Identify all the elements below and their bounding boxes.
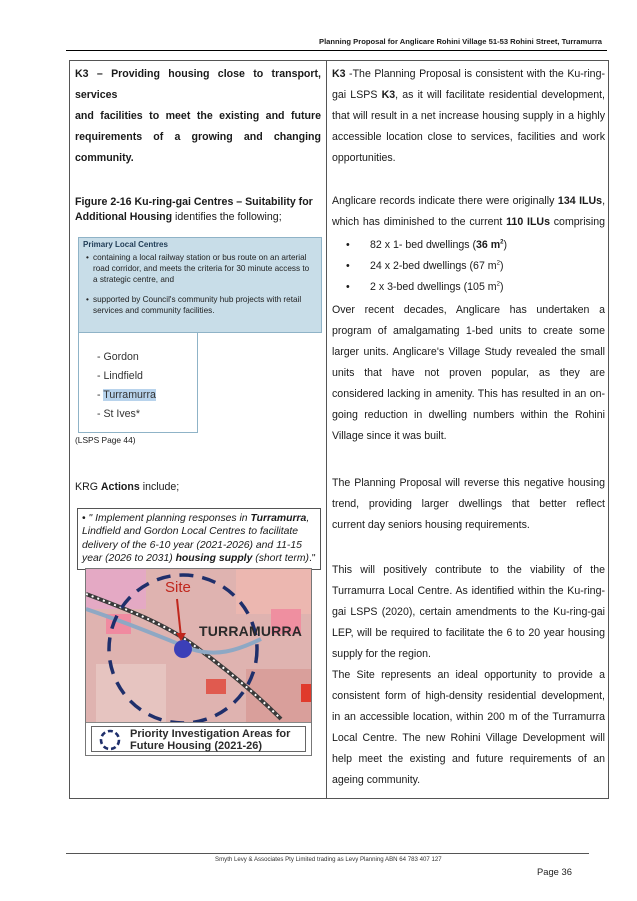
p5-line-6: The Site represents an ideal opportunity to provide a	[332, 669, 605, 681]
p1-line-4: accessible location close to services, facilities and work	[332, 131, 605, 143]
map-legend	[86, 722, 311, 755]
centre-st-ives: - St Ives*	[97, 408, 140, 420]
figure-caption-line-2	[75, 210, 321, 225]
centre-turramurra-highlight: Turramurra	[103, 389, 156, 401]
quote-part-5: (short term)	[252, 553, 309, 565]
header-title: Planning Proposal for Anglicare Rohini Village 51-53 Rohini Street, Turramurra	[319, 37, 602, 46]
p1-line-3: that will result in a net increase housing supply in a highly	[332, 110, 605, 122]
p4-line-1: The Planning Proposal will reverse this negative housing	[332, 477, 605, 489]
map-block	[206, 679, 226, 694]
actions-intro-post: include;	[139, 481, 180, 493]
k3-heading-line-2: and facilities to meet the existing and future	[75, 110, 321, 122]
p3-line-1: Over recent decades, Anglicare has undertaken a	[332, 304, 605, 316]
figure-caption-line-1: Figure 2-16 Ku-ring-gai Centres – Suitability for	[75, 196, 313, 208]
dwelling-item-1	[332, 235, 605, 256]
p5-line-8: in an accessible location, within 200 m of the Turramurra	[332, 711, 605, 723]
p3-line-2: program of amalgamating 1-bed units to create some	[332, 325, 605, 337]
map-legend-line-2: Future Housing (2021-26)	[130, 740, 263, 752]
amalgamation-paragraph	[332, 300, 605, 447]
viability-paragraph	[332, 560, 605, 791]
p5-line-9: Local Centre. The new Rohini Village Development will	[332, 732, 605, 744]
actions-intro-bold: Actions	[100, 481, 140, 493]
figure-caption-rest: identifies the following;	[172, 211, 282, 223]
p2-line-1a: Anglicare records indicate there were originally	[332, 195, 558, 207]
map-block	[236, 569, 312, 614]
p2-line-1	[332, 191, 605, 212]
centre-turramurra-dash: -	[97, 389, 104, 401]
page-number: Page 36	[537, 866, 572, 877]
dwellings-list	[332, 235, 605, 298]
p3-line-3: larger units. Anglicare's Village Study revealed the small	[332, 346, 605, 358]
dwelling-2-sup: 2	[496, 260, 500, 267]
plc-title: Primary Local Centres	[83, 240, 168, 249]
p3-line-7: Village since it was built.	[332, 430, 447, 442]
p1-line-5: opportunities.	[332, 152, 396, 164]
figure-source: (LSPS Page 44)	[75, 435, 136, 445]
p3-line-6: going reduction in dwelling numbers within the Rohini	[332, 409, 605, 421]
p5-line-10: help meet the existing and future requirements of an	[332, 753, 605, 765]
p4-line-2: trend, providing larger dwellings that better reflect	[332, 498, 605, 510]
p1-line-2c: , as it will facilitate residential development,	[395, 89, 605, 101]
dwelling-item-3	[332, 277, 605, 298]
p2-line-2a: which has diminished to the current	[332, 216, 507, 228]
p1-line-1	[332, 64, 605, 85]
footer-rule	[66, 853, 589, 854]
dwelling-2-post: )	[499, 260, 504, 272]
centres-list-box	[78, 333, 198, 433]
dwelling-2-pre: 24 x 2-bed dwellings (67 m	[370, 260, 497, 272]
p1-line-2	[332, 85, 605, 106]
quote-part-3: , Lindfield and Gordon Local Centres to facilitate delivery of the 6-10 year (2021-2026) and 11-15 year (2026 to 2031)	[82, 513, 310, 565]
dwelling-1-pre: 82 x 1- bed dwellings (	[370, 239, 476, 251]
quote-bullet: •	[82, 513, 86, 524]
map-legend-box	[91, 726, 306, 752]
map-legend-line-1: Priority Investigation Areas for	[130, 728, 291, 740]
dwelling-bullet: •	[346, 281, 350, 293]
centre-turramurra	[97, 389, 156, 401]
actions-quote-box	[77, 508, 321, 570]
p1-line-2a: gai LSPS	[332, 89, 382, 101]
map-graphic	[86, 569, 312, 724]
dwelling-1-sup: 2	[500, 239, 504, 246]
quote-end: ."	[308, 553, 316, 565]
p4-line-3: current day seniors housing requirements.	[332, 519, 530, 531]
figure-caption	[75, 195, 321, 225]
map-block	[301, 684, 312, 702]
dwelling-bullet: •	[346, 239, 350, 251]
map-site-label: Site	[165, 579, 191, 596]
dwelling-item-2	[332, 256, 605, 277]
p5-line-2: Turramurra Local Centre. As identified within the Ku-ring-	[332, 585, 605, 597]
map-block	[96, 664, 166, 724]
dashed-circle-legend-icon	[97, 728, 123, 752]
dwelling-3-post: )	[499, 281, 504, 293]
quote-housing-supply: housing supply	[175, 553, 253, 565]
figure-caption-bold: Additional Housing	[75, 211, 173, 223]
p2-line-2c: comprising	[549, 216, 605, 228]
column-divider	[326, 61, 327, 798]
plc-item-2: • supported by Council's community hub projects with retail services and community facilities.	[93, 294, 315, 316]
p5-line-11: ageing community.	[332, 774, 421, 786]
quote-turramurra: Turramurra	[250, 513, 307, 524]
priority-areas-map	[85, 568, 312, 756]
centre-lindfield: - Lindfield	[97, 370, 143, 382]
dwelling-1-post: )	[503, 239, 508, 251]
footer-text: Smyth Levy & Associates Pty Limited trading as Levy Planning ABN 64 783 407 127	[215, 856, 442, 863]
p5-line-3: gai LSPS (2020), certain amendments to the Ku-ring-gai	[332, 606, 605, 618]
p5-line-4: LEP, will be required to facilitate the 6 to 20 year housing	[332, 627, 605, 639]
p3-line-4: units that have not proven popular, as they are	[332, 367, 605, 379]
centre-gordon: - Gordon	[97, 351, 139, 363]
dwelling-3-pre: 2 x 3-bed dwellings (105 m	[370, 281, 497, 293]
k3-consistency-paragraph	[332, 64, 605, 169]
ilu-paragraph	[332, 191, 605, 233]
actions-intro	[75, 481, 321, 493]
quote-part-1: " Implement planning responses in	[85, 513, 251, 524]
dwelling-bullet: •	[346, 260, 350, 272]
plc-item-1: • containing a local railway station or bus route on an arterial road corridor, and meets the criteria for 30 minute access to a strategic centre, and	[93, 252, 315, 285]
dwelling-1-bold: 36 m	[476, 239, 501, 251]
k3-heading-line-4: community.	[75, 152, 134, 164]
p2-line-2	[332, 212, 605, 233]
p5-line-1: This will positively contribute to the viability of the	[332, 564, 605, 576]
p2-110-ilus: 110 ILUs	[506, 216, 550, 228]
p1-line-2-k3: K3	[381, 89, 396, 101]
k3-heading-line-1: K3 – Providing housing close to transport, services	[75, 68, 321, 101]
actions-intro-pre: KRG	[75, 481, 101, 493]
p3-line-5: considered lacking in amenity. This has resulted in an on-	[332, 388, 605, 400]
dwelling-3-sup: 2	[496, 281, 500, 288]
reverse-trend-paragraph	[332, 473, 605, 536]
p5-line-7: consistent form of high-density residential development,	[332, 690, 605, 702]
p1-line-1-text: -The Planning Proposal is consistent with the Ku-ring-	[345, 68, 605, 80]
doc-table	[69, 60, 609, 799]
k3-heading	[75, 64, 321, 169]
p2-line-1c: ,	[602, 195, 606, 207]
p2-134-ilus: 134 ILUs	[557, 195, 603, 207]
map-town-label: TURRAMURRA	[199, 623, 303, 639]
header-rule	[66, 50, 607, 51]
primary-local-centres-box	[78, 237, 322, 333]
site-marker	[174, 640, 192, 658]
p5-line-5: supply for the region.	[332, 648, 431, 660]
p1-k3: K3	[332, 68, 346, 80]
map-legend-text	[130, 728, 290, 752]
k3-heading-line-3: requirements of a growing and changing	[75, 131, 321, 143]
